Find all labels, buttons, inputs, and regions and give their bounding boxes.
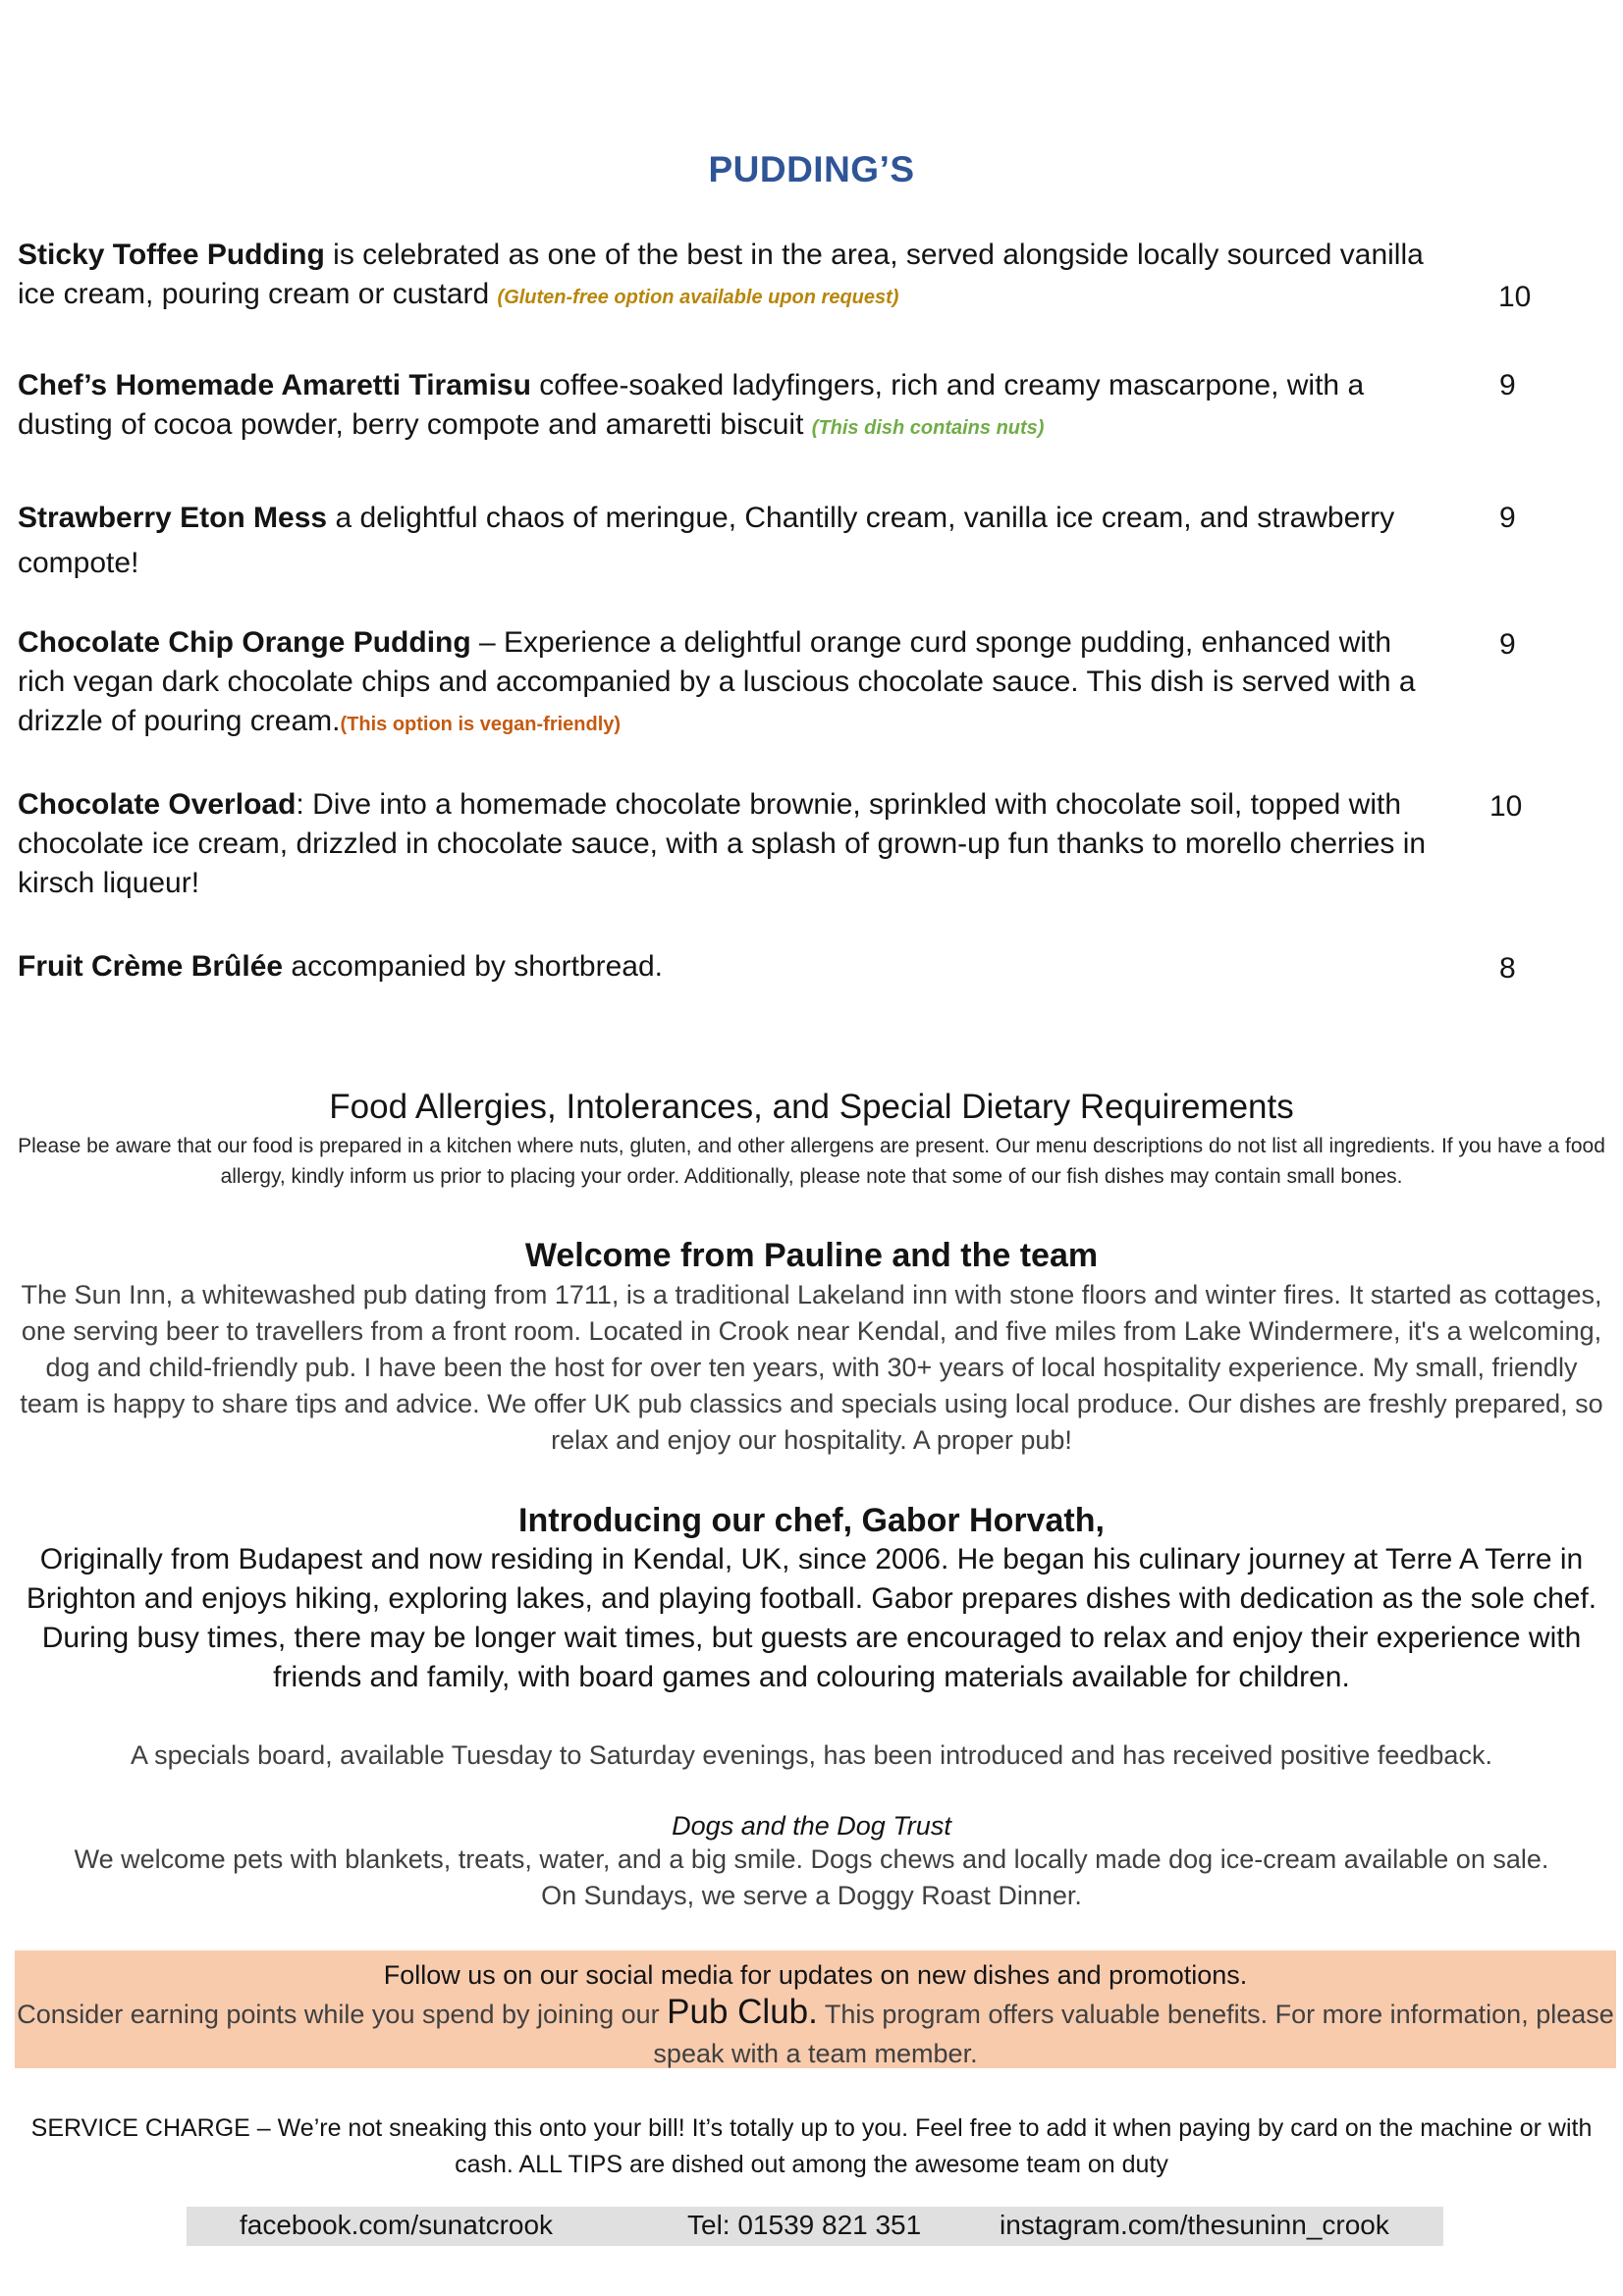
dish-name: Strawberry Eton Mess: [18, 502, 328, 534]
dogs-line-2: On Sundays, we serve a Doggy Roast Dinner.: [541, 1881, 1082, 1910]
dish-note: (Gluten-free option available upon request): [497, 287, 899, 308]
chef-text: Originally from Budapest and now residing in Kendal, UK, since 2006. He began his culinary journey at Terre A Terre in Brighton and enjoys hiking, exploring lakes, and playing football. Gabor prepares dishes with dedication as the sole chef. During busy times, there may be longer wait times, but guests are encouraged to relax and enjoy their experience with friends and family, with board games and colouring materials available for children.: [26, 1543, 1597, 1693]
welcome-heading: Welcome from Pauline and the team: [524, 1237, 1099, 1274]
dish-description: accompanied by shortbread.: [283, 950, 663, 983]
service-charge: SERVICE CHARGE – We’re not sneaking this onto your bill! It’s totally up to you. Feel free to add it when paying by card on the machine or with cash. ALL TIPS are dished out among the awesome team on duty: [30, 2114, 1593, 2178]
dish-description: is celebrated as one of the best in the area, served alongside locally sourced vanilla ice cream, pouring cream or custard: [18, 239, 1424, 310]
contact-footer: [187, 2207, 1443, 2246]
welcome-text: The Sun Inn, a whitewashed pub dating from 1711, is a traditional Lakeland inn with stone floors and winter fires. It started as cottages, one serving beer to travellers from a front room. Located in Crook near Kendal, and five miles from Lake Windermere, it's a welcoming, dog and child-friendly pub. I have been the host for over ten years, with 30+ years of local hospitality experience. My small, friendly team is happy to share tips and advice. We offer UK pub classics and specials using local produce. Our dishes are freshly prepared, so relax and enjoy our hospitality. A proper pub!: [20, 1280, 1603, 1455]
pub-club-post: This program offers valuable benefits. For more information, please speak with a team member.: [653, 2000, 1614, 2068]
dish-price: 9: [1499, 628, 1516, 661]
dish-price: 10: [1498, 281, 1532, 313]
social-follow-text: Follow us on our social media for updates on new dishes and promotions.: [383, 1960, 1248, 1990]
dish-price: 10: [1489, 790, 1523, 823]
chef-section: [18, 1502, 1605, 1697]
allergy-text: Please be aware that our food is prepared in a kitchen where nuts, gluten, and other allergens are present. Our menu descriptions do not list all ingredients. If you have a food allergy, kindly inform us prior to placing your order. Additionally, please note that some of our fish dishes may contain small bones.: [18, 1135, 1605, 1188]
dish-note: (This option is vegan-friendly): [340, 714, 622, 735]
menu-item: [18, 623, 1432, 744]
dish-name: Fruit Crème Brûlée: [18, 950, 284, 983]
pub-club-text: [15, 1993, 1616, 2073]
dish-description: coffee-soaked ladyfingers, rich and creamy mascarpone, with a dusting of cocoa powder, berry compote and amaretti biscuit: [18, 369, 1365, 441]
dish-name: Chef’s Homemade Amaretti Tiramisu: [18, 369, 531, 401]
dish-name: Chocolate Chip Orange Pudding: [18, 626, 471, 659]
dogs-section: [18, 1811, 1605, 1914]
menu-item: [18, 496, 1451, 586]
dish-price: 9: [1499, 369, 1516, 401]
menu-item: [18, 785, 1432, 903]
dish-note: (This dish contains nuts): [811, 417, 1045, 439]
chef-heading: Introducing our chef, Gabor Horvath,: [518, 1502, 1105, 1539]
specials-text: A specials board, available Tuesday to Saturday evenings, has been introduced and has received positive feedback.: [131, 1740, 1492, 1770]
pub-club-name: Pub Club.: [667, 1993, 818, 2031]
allergy-heading: Food Allergies, Intolerances, and Special Dietary Requirements: [329, 1088, 1294, 1126]
dogs-line-1: We welcome pets with blankets, treats, water, and a big smile. Dogs chews and locally made dog ice-cream available on sale.: [74, 1844, 1549, 1874]
phone-number[interactable]: Tel: 01539 821 351: [687, 2210, 922, 2240]
dish-description: – Experience a delightful orange curd sponge pudding, enhanced with rich vegan dark chocolate chips and accompanied by a luscious chocolate sauce. This dish is served with a drizzle of pouring cream.: [18, 626, 1416, 737]
facebook-link[interactable]: facebook.com/sunatcrook: [240, 2210, 554, 2240]
instagram-link[interactable]: instagram.com/thesuninn_crook: [1000, 2210, 1389, 2240]
pub-club-pre: Consider earning points while you spend by joining our: [17, 2000, 668, 2029]
page-title: PUDDING’S: [708, 149, 915, 189]
menu-item: [18, 366, 1373, 448]
menu-item: [18, 236, 1451, 317]
social-banner: [15, 1950, 1616, 2068]
dogs-heading: Dogs and the Dog Trust: [672, 1811, 951, 1841]
dish-description: a delightful chaos of meringue, Chantilly cream, vanilla ice cream, and strawberry compote!: [18, 502, 1395, 579]
dish-price: 9: [1499, 502, 1516, 534]
dish-name: Sticky Toffee Pudding: [18, 239, 325, 271]
menu-item: [18, 947, 1451, 987]
welcome-section: [18, 1237, 1605, 1459]
dish-name: Chocolate Overload: [18, 788, 297, 821]
dish-price: 8: [1499, 952, 1516, 985]
dish-description: : Dive into a homemade chocolate brownie, sprinkled with chocolate soil, topped with chocolate ice cream, drizzled in chocolate sauce, with a splash of grown-up fun thanks to morello cherries in kirsch liqueur!: [18, 788, 1427, 899]
allergy-section: [18, 1088, 1605, 1192]
